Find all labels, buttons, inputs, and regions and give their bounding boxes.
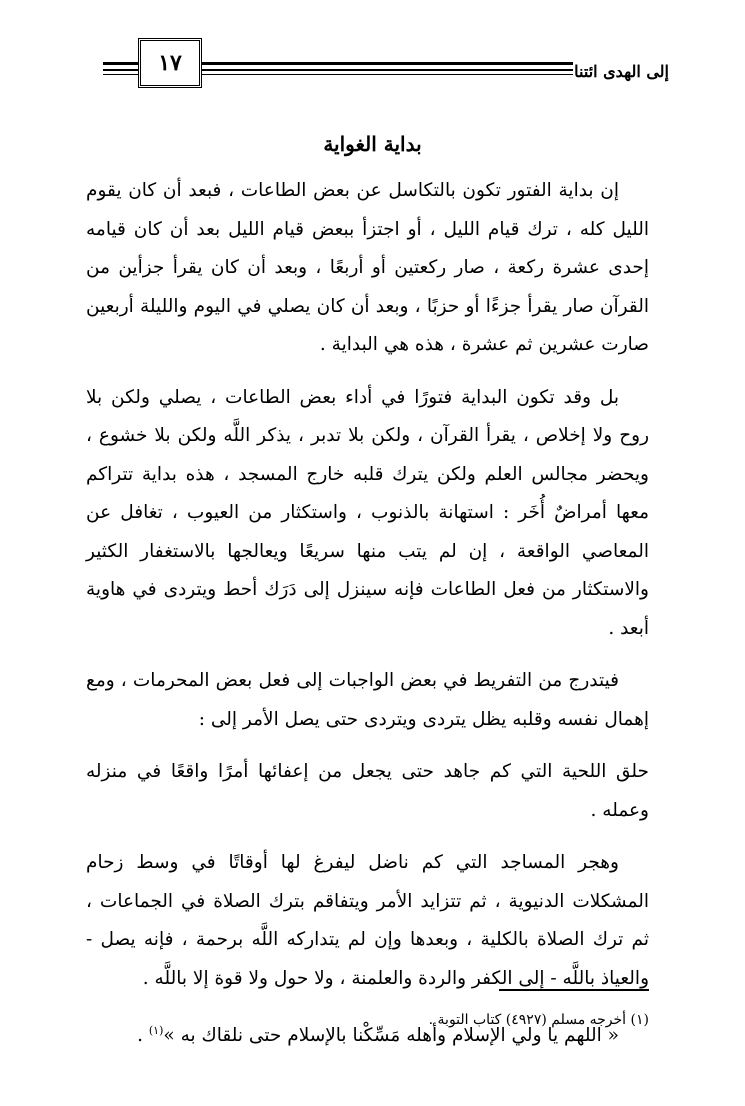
quote-end: . <box>137 1025 149 1047</box>
paragraph-3: فيتدرج من التفريط في بعض الواجبات إلى فعل بعض المحرمات ، ومع إهمال نفسه وقلبه يظل يتردى ويتردى حتى يصل الأمر إلى : <box>86 670 649 730</box>
paragraph-1: إن بداية الفتور تكون بالتكاسل عن بعض الطاعات ، فبعد أن كان يقوم الليل كله ، ترك قيام الليل ، أو اجتزأ ببعض قيام الليل بعد أن كان قيامه إحدى عشرة ركعة ، صار ركعتين أو أربعًا ، وبعد أن كان يقرأ جزأين من القرآن صار يقرأ جزءًا أو حزبًا ، وبعد أن كان يصلي في اليوم والليلة أربعين صارت عشرين ثم عشرة ، هذه هي البداية . <box>86 180 649 355</box>
section-title: بداية الغواية <box>323 132 422 156</box>
footnote-rule <box>499 989 649 991</box>
paragraph-5: وهجر المساجد التي كم ناضل ليفرغ لها أوقاتًا في وسط زحام المشكلات الدنيوية ، ثم تتزايد الأمر ويتفاقم بترك الصلاة في الجماعات ، ثم ترك الصلاة بالكلية ، وبعدها وإن لم يتداركه اللَّه برحمة ، فإنه يصل - والعياذ باللَّه - إلى الكفر والردة والعلمنة ، ولا حول ولا قوة إلا باللَّه . <box>86 852 649 989</box>
body-text <box>86 172 649 1070</box>
footnote-marker[interactable]: (١) <box>148 1024 164 1037</box>
paragraph-2: بل وقد تكون البداية فتورًا في أداء بعض الطاعات ، يصلي ولكن بلا روح ولا إخلاص ، يقرأ القرآن ، ولكن بلا تدبر ، يذكر اللَّه ولكن بلا خشوع ، ويحضر مجالس العلم ولكن يترك قلبه خارج المسجد ، هذه بداية تتراكم معها أمراضٌ أُخَر : استهانة بالذنوب ، واستكثار من العيوب ، تغافل عن المعاصي الواقعة ، إن لم يتب منها سريعًا ويعالجها بالاستغفار الكثير والاستكثار من فعل الطاعات فإنه سينزل إلى دَرَك أحط ويتردى في هاوية أبعد . <box>86 386 649 639</box>
page-number-box <box>138 38 202 88</box>
footnote: (١) أخرجه مسلم (٤٩٢٧) كتاب التوبة . <box>428 1012 649 1028</box>
page-number: ١٧ <box>158 50 182 76</box>
paragraph-4: حلق اللحية التي كم جاهد حتى يجعل من إعفائها أمرًا واقعًا في منزله وعمله . <box>86 761 649 821</box>
quote-text: « اللهم يا ولي الإسلام وأهله مَسِّكْنا بالإسلام حتى نلقاك به » <box>163 1025 619 1047</box>
running-head-title: إلى الهدى ائتنا <box>574 62 669 81</box>
